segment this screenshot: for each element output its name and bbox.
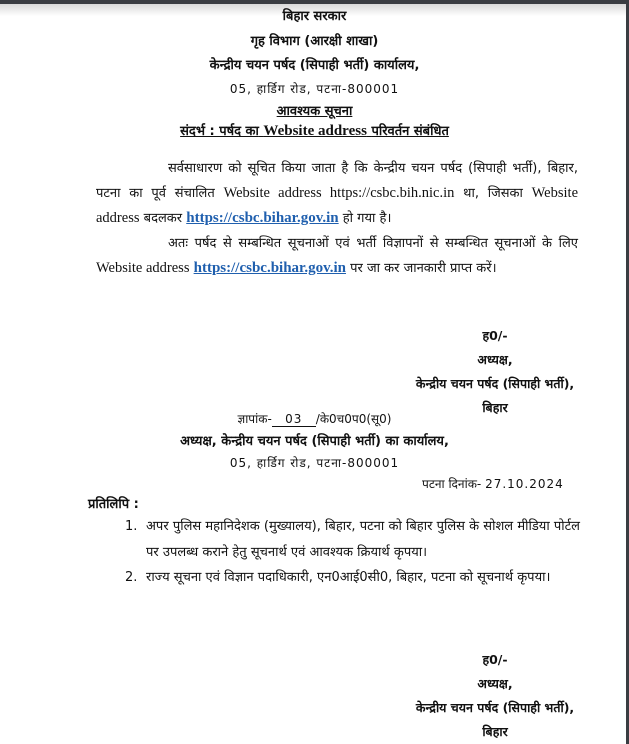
header-govt: बिहार सरकार — [282, 9, 347, 24]
memo-date: 27.10.2024 — [485, 477, 564, 491]
signature-sd: ह0/- — [482, 652, 508, 667]
para1-old-website: Website address https://csbc.bih.nic.in — [223, 185, 455, 201]
header-department: गृह विभाग (आरक्षी शाखा) — [250, 34, 379, 49]
para1-text-a: सर्वसाधारण को सूचित किया जाता है कि केन्द्रीय चयन पर्षद (सिपाही भर्ती), बिहार, पटना का पूर्व संचालित — [96, 161, 578, 201]
copy-item — [125, 514, 580, 565]
signature-sd: ह0/- — [482, 328, 508, 343]
subject-line — [0, 121, 629, 140]
copy-item-number: 2. — [125, 570, 138, 585]
paragraph-1 — [96, 156, 578, 231]
para2-text-b: पर जा कर जानकारी प्राप्त करें। — [350, 261, 497, 276]
header-address: 05, हार्डिग रोड, पटना-800001 — [229, 82, 400, 96]
subject-prefix: संदर्भ : पर्षद का — [180, 124, 259, 139]
memo-address: 05, हार्डिग रोड, पटना-800001 — [229, 456, 400, 470]
copy-label: प्रतिलिपि : — [88, 497, 139, 512]
copy-item-text: अपर पुलिस महानिदेशक (मुख्यालय), बिहार, पटना को बिहार पुलिस के सोशल मीडिया पोर्टल पर उपलब्ध कराने हेतु सूचनार्थ एवं आवश्यक क्रियार्थ कृपया। — [146, 519, 580, 560]
memo-office: अध्यक्ष, केन्द्रीय चयन पर्षद (सिपाही भर्ती) का कार्यालय, — [180, 434, 449, 449]
para2-website-label: Website address — [96, 260, 190, 276]
memo-label: ज्ञापांक- — [237, 412, 272, 426]
signature-title: अध्यक्ष, — [477, 676, 513, 691]
new-website-link-2[interactable]: https://csbc.bihar.gov.in — [193, 260, 347, 276]
signature-title: अध्यक्ष, — [477, 352, 513, 367]
subject-english: Website address — [263, 123, 367, 139]
copy-item-number: 1. — [125, 519, 138, 534]
memo-number: 03 — [272, 412, 316, 427]
para1-website-label: Website address — [96, 185, 579, 226]
notice-title: आवश्यक सूचना — [276, 104, 353, 119]
signature-block-2 — [365, 648, 625, 744]
signature-office: केन्द्रीय चयन पर्षद (सिपाही भर्ती), — [415, 376, 575, 391]
copy-list — [125, 514, 580, 591]
paragraph-2 — [96, 231, 578, 281]
new-website-link[interactable]: https://csbc.bihar.gov.in — [186, 210, 339, 226]
para1-text-d: हो गया है। — [342, 211, 392, 226]
header-office: केन्द्रीय चयन पर्षद (सिपाही भर्ती) कार्यालय, — [209, 58, 420, 73]
para2-text-a: अतः पर्षद से सम्बन्धित सूचनाओं एवं भर्ती विज्ञापनों से सम्बन्धित सूचनाओं के लिए — [168, 236, 578, 251]
signature-place: बिहार — [482, 724, 508, 739]
signature-place: बिहार — [482, 400, 508, 415]
para1-text-c: बदलकर — [143, 211, 183, 226]
date-label: पटना दिनांक- — [422, 477, 482, 491]
copy-item-text: राज्य सूचना एवं विज्ञान पदाधिकारी, एन0आई0सी0, बिहार, पटना को सूचनार्थ कृपया। — [146, 570, 551, 585]
signature-office: केन्द्रीय चयन पर्षद (सिपाही भर्ती), — [415, 700, 575, 715]
memo-number-line — [0, 410, 629, 427]
signature-block-1 — [365, 324, 625, 420]
copy-item — [125, 565, 580, 591]
memo-suffix: /के0च0प0(सू0) — [315, 412, 392, 426]
para1-text-b: था, जिसका — [463, 186, 523, 201]
memo-date-line — [422, 475, 564, 492]
subject-suffix: परिवर्तन संबंधित — [371, 124, 449, 139]
